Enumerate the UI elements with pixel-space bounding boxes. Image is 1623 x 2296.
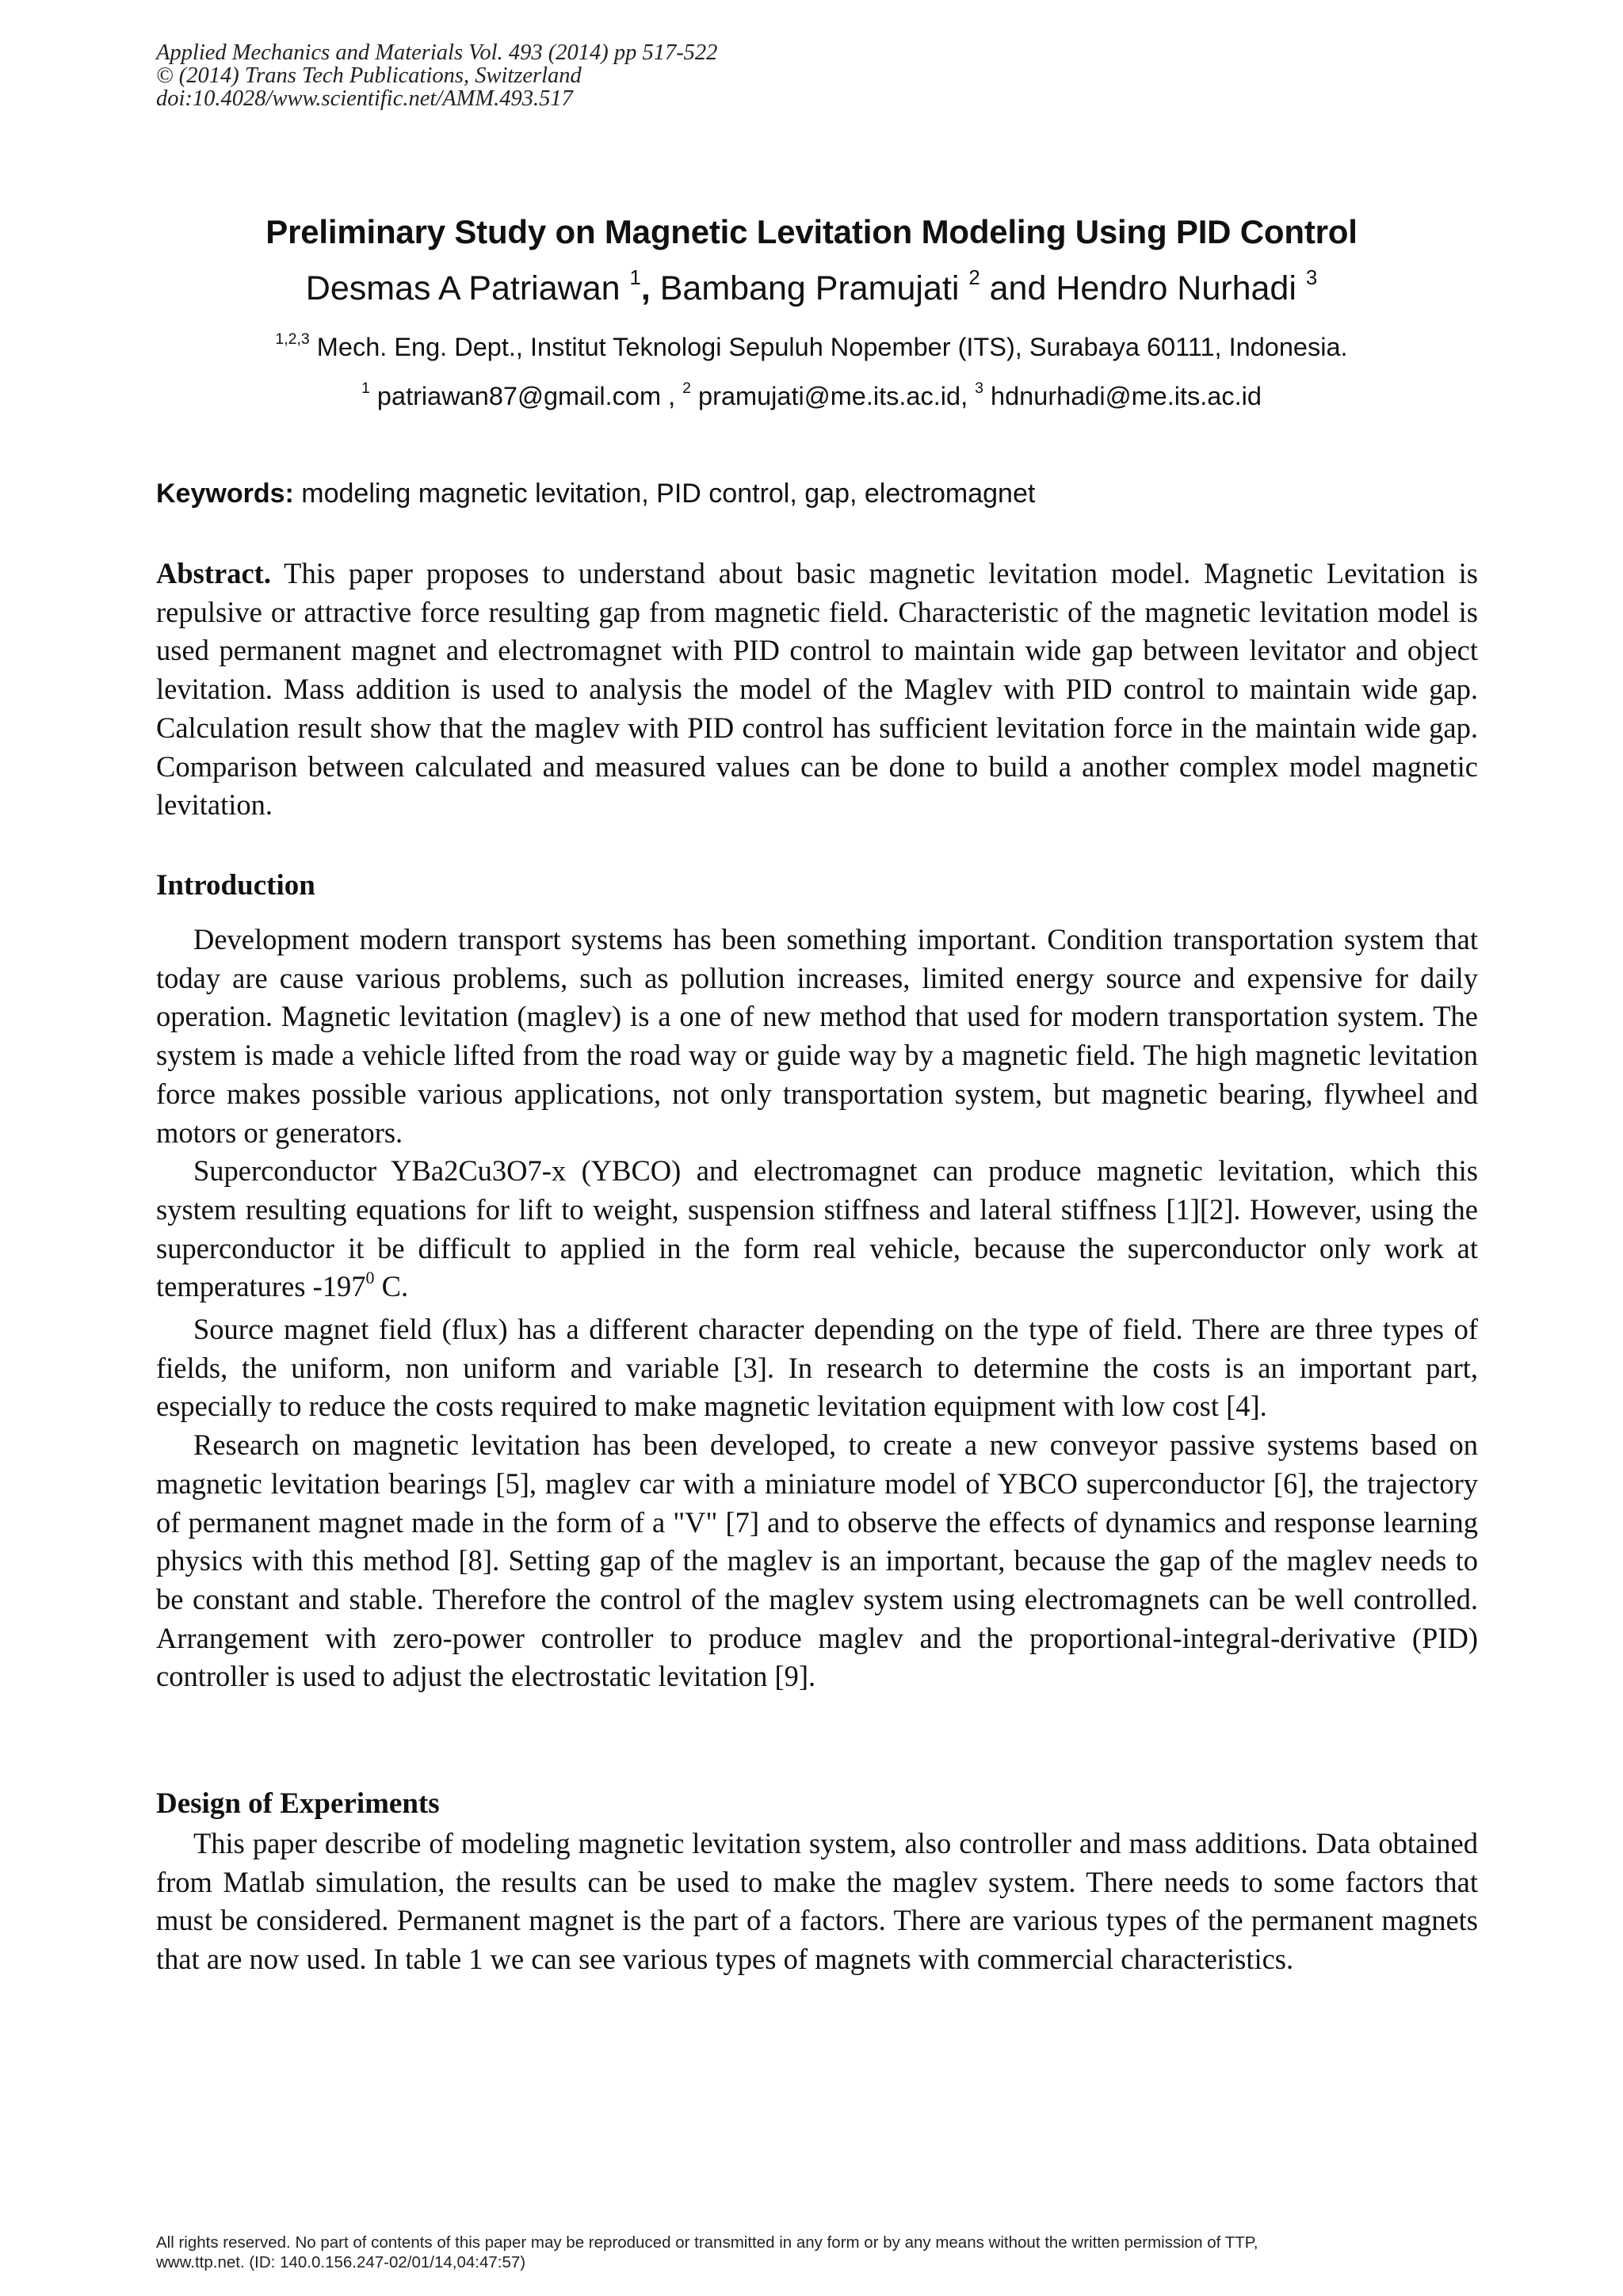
footer-line-2: www.ttp.net. (ID: 140.0.156.247-02/01/14,04:47:57) [156,2253,526,2271]
author-1: Desmas A Patriawan [305,269,630,307]
author-1-affil-mark: 1 [629,266,641,289]
affiliation-text: Mech. Eng. Dept., Institut Teknologi Sepuluh Nopember (ITS), Surabaya 60111, Indonesia. [309,333,1348,361]
intro-paragraph-2-end: C. [374,1270,409,1303]
email-1: patriawan87@gmail.com , [369,382,683,410]
intro-paragraph-3: Source magnet field (flux) has a different character depending on the type of field. There are three types of fields, the uniform, non uniform and variable [3]. In research to determine the costs is an important part, especially to reduce the costs required to make magnetic levitation equipment with low cost [4]. [156,1313,1478,1423]
keywords-text: modeling magnetic levitation, PID control, gap, electromagnet [293,479,1036,509]
affiliation [0,331,1623,367]
keywords-label: Keywords: [156,479,294,509]
intro-paragraph-2-text: Superconductor YBa2Cu3O7-x (YBCO) and electromagnet can produce magnetic levitation, which this system resulting equations for lift to weight, suspension stiffness and lateral stiffness [1][2]. However, using the superconductor it be difficult to applied in the form real vehicle, because the superconductor only work at temperatures -197 [156,1154,1478,1303]
journal-citation [156,41,717,110]
email-2: pramujati@me.its.ac.id, [691,382,976,410]
author-2: Bambang Pramujati [650,269,969,307]
intro-paragraph-2 [156,1152,1478,1310]
author-3: and Hendro Nurhadi [980,269,1306,307]
email-3: hdnurhadi@me.its.ac.id [983,382,1262,410]
author-separator: , [640,269,651,307]
email-2-mark: 2 [682,379,692,398]
intro-paragraph-4: Research on magnetic levitation has been developed, to create a new conveyor passive systems based on magnetic levitation bearings [5], maglev car with a miniature model of YBCO superconductor [6], the trajectory of permanent magnet made in the form of a "V" [7] and to observe the effects of dynamics and response learning physics with this method [8]. Setting gap of the maglev is an important, because the gap of the maglev needs to be constant and stable. Therefore the control of the maglev system using electromagnets can be well controlled. Arrangement with zero-power controller to produce maglev and the proportional-integral-derivative (PID) controller is used to adjust the electrostatic levitation [9]. [156,1428,1478,1693]
design-paragraph-1: This paper describe of modeling magnetic levitation system, also controller and mass additions. Data obtained from Matlab simulation, the results can be used to make the maglev system. There needs to some factors that must be considered. Permanent magnet is the part of a factors. There are various types of the permanent magnets that are now used. In table 1 we can see various types of magnets with commercial characteristics. [156,1827,1478,1976]
author-2-affil-mark: 2 [968,266,980,289]
copyright-footer [156,2233,1519,2272]
design-body [156,1825,1478,1979]
email-3-mark: 3 [975,379,983,398]
degree-superscript: 0 [365,1267,375,1287]
keywords [156,478,1035,509]
abstract-text: This paper proposes to understand about basic magnetic levitation model. Magnetic Levitation is repulsive or attractive force resulting gap from magnetic field. Characteristic of the magnetic levitation model is used permanent magnet and electromagnet with PID control to maintain wide gap between levitator and object levitation. Mass addition is used to analysis the model of the Maglev with PID control to maintain wide gap. Calculation result show that the maglev with PID control has sufficient levitation force in the maintain wide gap. Comparison between calculated and measured values can be done to build a another complex model magnetic levitation. [156,557,1478,822]
abstract [156,555,1478,825]
author-3-affil-mark: 3 [1305,266,1318,289]
intro-paragraph-1: Development modern transport systems has been something important. Condition transportation system that today are cause various problems, such as pollution increases, limited energy source and expensive for daily operation. Magnetic levitation (maglev) is a one of new method that used for modern transportation system. The system is made a vehicle lifted from the road way or guide way by a magnetic field. The high magnetic levitation force makes possible various applications, not only transportation system, but magnetic bearing, flywheel and motors or generators. [156,923,1478,1149]
author-list [0,268,1623,314]
design-heading: Design of Experiments [156,1787,440,1820]
footer-line-1: All rights reserved. No part of contents of this paper may be reproduced or transmitted in any form or by any means without the written permission of TTP, [156,2233,1258,2252]
abstract-label: Abstract. [156,557,271,589]
paper-title: Preliminary Study on Magnetic Levitation Modeling Using PID Control [265,213,1358,250]
affiliation-mark: 1,2,3 [275,330,310,349]
journal-volume-line: Applied Mechanics and Materials Vol. 493 (2014) pp 517-522 [156,40,718,65]
journal-doi-line: doi:10.4028/www.scientific.net/AMM.493.517 [156,86,573,111]
journal-copyright-line: © (2014) Trans Tech Publications, Switzerland [156,63,582,88]
author-emails [0,380,1623,416]
introduction-body [156,921,1478,1696]
introduction-heading: Introduction [156,869,315,902]
email-1-mark: 1 [361,379,370,398]
